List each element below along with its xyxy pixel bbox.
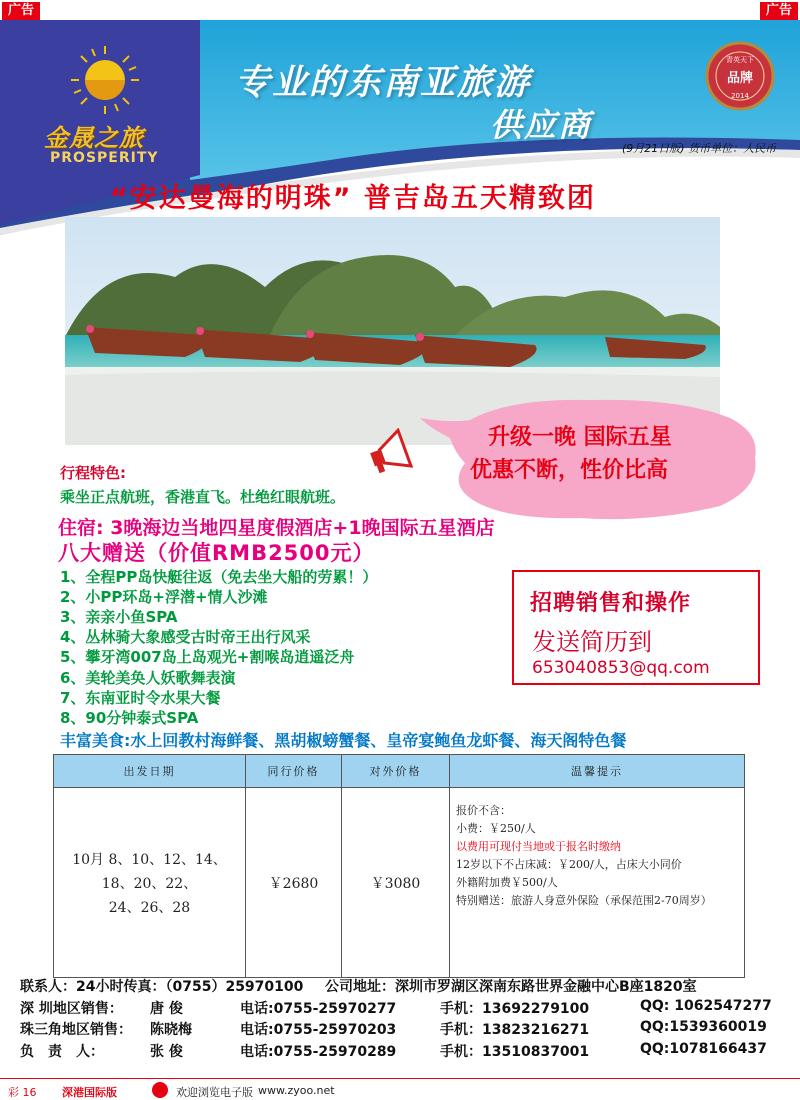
currency-note: 货币单位：人民币 [688, 142, 777, 155]
gifts-heading: 八大赠送（价值RMB2500元） [58, 541, 375, 565]
welcome-text: 欢迎浏览电子版 [176, 1086, 253, 1099]
dates-line: 24、26、28 [108, 899, 191, 916]
logo-english: PROSPERITY [50, 150, 159, 166]
gift-item: 1、全程PP岛快艇往返（免去坐大船的劳累！） [60, 568, 378, 586]
contact-qq: QQ:1078166437 [640, 1041, 767, 1057]
header-notes: 温馨提示 [450, 755, 745, 788]
recruit-subtitle: 发送简历到 [532, 628, 652, 656]
table-row [54, 788, 745, 978]
gift-item: 2、小PP环岛+浮潜+情人沙滩 [60, 588, 268, 606]
contact-tel: 电话:0755-25970289 [240, 1044, 397, 1060]
footer-divider [0, 1078, 800, 1079]
contact-region: 负 责 人： [20, 1044, 104, 1060]
edition-label: 深港国际版 [62, 1086, 117, 1099]
gift-item: 3、亲亲小鱼SPA [60, 608, 178, 626]
header-public-price: 对外价格 [342, 755, 450, 788]
edition-logo-icon [152, 1082, 168, 1098]
note-line: 以费用可现付当地或于报名时缴纳 [456, 840, 621, 853]
contact-qq: QQ: 1062547277 [640, 998, 772, 1014]
contact-tel: 电话:0755-25970203 [240, 1022, 397, 1038]
badge-brand-text: 品牌 [726, 71, 754, 86]
cuisine-text: 丰富美食:水上回教村海鲜餐、黑胡椒螃蟹餐、皇帝宴鲍鱼龙虾餐、海天阁特色餐 [60, 731, 627, 750]
dates-line: 10月 8、10、12、14、 [72, 851, 227, 868]
logo-chinese: 金晟之旅 [44, 124, 144, 152]
megaphone-icon [365, 428, 417, 476]
note-line: 小费：￥250/人 [456, 822, 536, 835]
public-price: ￥3080 [342, 788, 450, 978]
features-heading: 行程特色: [60, 464, 126, 482]
header-departure-date: 出发日期 [54, 755, 246, 788]
contact-name: 唐 俊 [150, 1001, 183, 1017]
departure-dates [54, 788, 246, 978]
note-line: 特别赠送：旅游人身意外保险（承保范围2-70周岁） [456, 894, 712, 907]
notes-cell [450, 788, 745, 978]
accommodation-text: 住宿: 3晚海边当地四星度假酒店+1晚国际五星酒店 [58, 517, 495, 539]
contact-mobile: 手机：13510837001 [440, 1044, 590, 1060]
gift-item: 5、攀牙湾007岛上岛观光+割喉岛逍遥泛舟 [60, 648, 355, 666]
contact-row [20, 998, 780, 1018]
footer [0, 1082, 800, 1100]
gift-item: 8、90分钟泰式SPA [60, 709, 199, 727]
contact-fax: 联系人：24小时传真：（0755）25970100 [20, 979, 304, 995]
contact-tel: 电话:0755-25970277 [240, 1001, 397, 1017]
note-line: 外籍附加费￥500/人 [456, 876, 558, 889]
page-number: 彩 16 [8, 1086, 37, 1099]
contact-name: 张 俊 [150, 1044, 183, 1060]
issue-note [622, 140, 776, 156]
contact-region: 深 圳地区销售： [20, 1001, 123, 1017]
features-text: 乘坐正点航班，香港直飞。杜绝红眼航班。 [60, 488, 346, 506]
brand-badge-icon [700, 40, 780, 112]
ad-tag-left: 广告 [2, 2, 40, 20]
badge-year-text: 2014 [731, 92, 749, 100]
peer-price: ￥2680 [246, 788, 342, 978]
contact-row [20, 1019, 780, 1039]
table-header-row [54, 755, 745, 788]
price-table [53, 754, 745, 978]
recruit-title: 招聘销售和操作 [530, 591, 692, 616]
gift-item: 7、东南亚时令水果大餐 [60, 689, 221, 707]
contact-mobile: 手机：13823216271 [440, 1022, 590, 1038]
banner-title-line1: 专业的东南亚旅游 [235, 63, 532, 103]
contact-row-main [20, 976, 780, 996]
gift-item: 6、美轮美奂人妖歌舞表演 [60, 669, 236, 687]
note-line: 报价不含： [456, 804, 511, 817]
badge-top-text: 青英天下 [726, 56, 754, 64]
issue-date: (9月21日版) [622, 142, 685, 155]
company-address: 公司地址：深圳市罗湖区深南东路世界金融中心B座1820室 [325, 979, 697, 995]
contact-mobile: 手机：13692279100 [440, 1001, 590, 1017]
ad-tag-right: 广告 [760, 2, 798, 20]
note-line: 12岁以下不占床减：￥200/人，占床大小同价 [456, 858, 682, 871]
contact-row [20, 1041, 780, 1061]
header-peer-price: 同行价格 [246, 755, 342, 788]
gift-item: 4、丛林骑大象感受古时帝王出行风采 [60, 628, 311, 646]
website-link[interactable]: www.zyoo.net [258, 1084, 335, 1097]
contact-name: 陈晓梅 [150, 1022, 192, 1038]
contact-qq: QQ:1539360019 [640, 1019, 767, 1035]
promo-line1: 升级一晚 国际五星 [488, 425, 672, 450]
dates-line: 18、20、22、 [101, 875, 198, 892]
recruit-email[interactable]: 653040853@qq.com [532, 658, 710, 678]
banner-title-line2: 供应商 [490, 106, 593, 144]
tour-headline: “安达曼海的明珠” 普吉岛五天精致团 [110, 183, 596, 214]
promo-line2: 优惠不断，性价比高 [470, 458, 669, 483]
contact-region: 珠三角地区销售： [20, 1022, 132, 1038]
